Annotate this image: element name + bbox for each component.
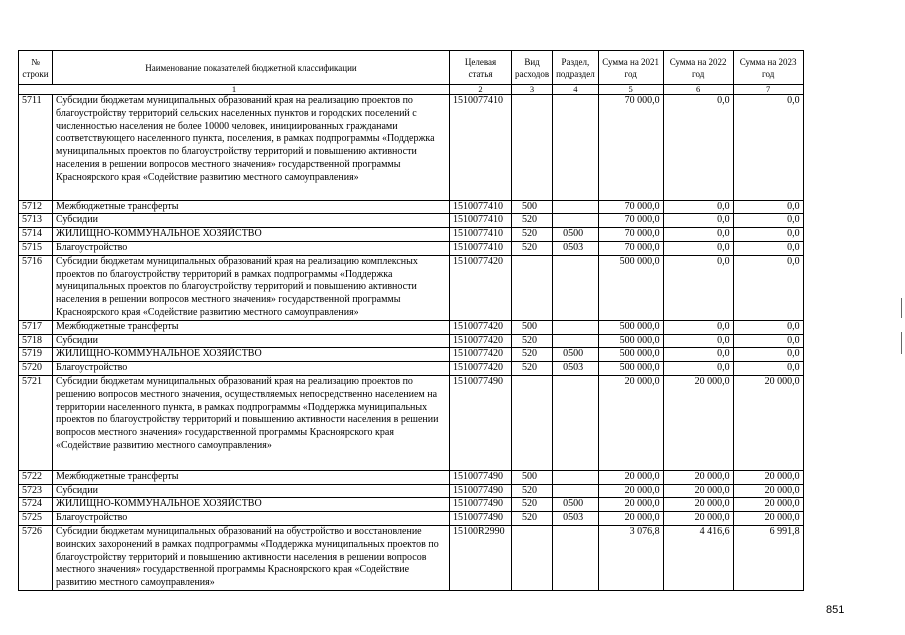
row-expense-type: 520 <box>512 484 553 498</box>
row-target-article: 1510077490 <box>450 512 512 526</box>
row-name: Субсидии <box>53 214 450 228</box>
row-target-article: 1510077410 <box>450 241 512 255</box>
row-name: Субсидии бюджетам муниципальных образований края на реализацию проектов по благоустройству территорий сельских населенных пунктов и городских поселений с численностью населения не более 10000 человек, инициированных гражданами соответствующего населенного пункта, поселения, в рамках подпрограммы «Поддержка муниципальных проектов по благоустройству территорий и повышению активности населения в решении вопросов местного значения» государственной программы Красноярского края «Содействие развитию местного самоуправления» <box>53 95 450 201</box>
row-sum-2021: 3 076,8 <box>598 525 663 590</box>
row-expense-type <box>512 375 553 470</box>
row-section <box>553 255 599 320</box>
row-name: ЖИЛИЩНО-КОММУНАЛЬНОЕ ХОЗЯЙСТВО <box>53 348 450 362</box>
row-sum-2021: 20 000,0 <box>598 470 663 484</box>
row-sum-2021: 500 000,0 <box>598 334 663 348</box>
row-sum-2023: 20 000,0 <box>733 498 803 512</box>
row-sum-2022: 0,0 <box>663 320 733 334</box>
row-name: Благоустройство <box>53 362 450 376</box>
table-row <box>19 334 804 348</box>
row-sum-2023: 0,0 <box>733 320 803 334</box>
row-number: 5713 <box>19 214 53 228</box>
column-number: 7 <box>733 85 803 95</box>
table-row <box>19 241 804 255</box>
table-row <box>19 512 804 526</box>
header-sum-2022: Сумма на 2022 год <box>663 51 733 85</box>
row-name: Межбюджетные трансферты <box>53 470 450 484</box>
row-expense-type: 520 <box>512 362 553 376</box>
row-sum-2021: 20 000,0 <box>598 498 663 512</box>
row-number: 5720 <box>19 362 53 376</box>
row-sum-2023: 0,0 <box>733 362 803 376</box>
row-sum-2022: 0,0 <box>663 255 733 320</box>
row-number: 5726 <box>19 525 53 590</box>
header-name: Наименование показателей бюджетной классификации <box>53 51 450 85</box>
row-expense-type: 500 <box>512 470 553 484</box>
row-sum-2022: 0,0 <box>663 200 733 214</box>
row-sum-2021: 20 000,0 <box>598 512 663 526</box>
row-sum-2021: 20 000,0 <box>598 484 663 498</box>
row-sum-2022: 0,0 <box>663 228 733 242</box>
row-target-article: 15100R2990 <box>450 525 512 590</box>
row-section <box>553 95 599 201</box>
row-sum-2023: 0,0 <box>733 200 803 214</box>
row-name: Межбюджетные трансферты <box>53 320 450 334</box>
column-numbers-row <box>19 85 804 95</box>
table-header-row <box>19 51 804 85</box>
row-section <box>553 200 599 214</box>
row-target-article: 1510077420 <box>450 334 512 348</box>
row-name: ЖИЛИЩНО-КОММУНАЛЬНОЕ ХОЗЯЙСТВО <box>53 498 450 512</box>
row-expense-type <box>512 255 553 320</box>
row-sum-2021: 500 000,0 <box>598 362 663 376</box>
row-expense-type <box>512 525 553 590</box>
row-sum-2022: 0,0 <box>663 214 733 228</box>
row-name: Субсидии <box>53 334 450 348</box>
budget-table <box>18 50 804 591</box>
row-sum-2023: 0,0 <box>733 334 803 348</box>
scan-edge-mark <box>901 332 902 354</box>
row-name: Субсидии <box>53 484 450 498</box>
row-name: ЖИЛИЩНО-КОММУНАЛЬНОЕ ХОЗЯЙСТВО <box>53 228 450 242</box>
table-row <box>19 255 804 320</box>
row-sum-2021: 70 000,0 <box>598 241 663 255</box>
row-section: 0503 <box>553 241 599 255</box>
row-sum-2023: 0,0 <box>733 255 803 320</box>
row-sum-2021: 500 000,0 <box>598 320 663 334</box>
row-sum-2023: 20 000,0 <box>733 470 803 484</box>
column-number: 3 <box>512 85 553 95</box>
table-row <box>19 484 804 498</box>
row-sum-2021: 500 000,0 <box>598 348 663 362</box>
table-row <box>19 95 804 201</box>
row-sum-2023: 20 000,0 <box>733 375 803 470</box>
row-name: Субсидии бюджетам муниципальных образований края на реализацию комплексных проектов по благоустройству территорий в рамках подпрограммы «Поддержка муниципальных проектов по благоустройству территорий и повышению активности населения в решении вопросов местного значения» государственной программы Красноярского края «Содействие развитию местного самоуправления» <box>53 255 450 320</box>
table-row <box>19 470 804 484</box>
row-number: 5718 <box>19 334 53 348</box>
row-section: 0503 <box>553 512 599 526</box>
row-target-article: 1510077490 <box>450 470 512 484</box>
column-number: 5 <box>598 85 663 95</box>
row-section <box>553 470 599 484</box>
row-expense-type: 520 <box>512 498 553 512</box>
row-number: 5722 <box>19 470 53 484</box>
row-name: Благоустройство <box>53 512 450 526</box>
row-target-article: 1510077490 <box>450 498 512 512</box>
row-target-article: 1510077410 <box>450 214 512 228</box>
row-sum-2022: 20 000,0 <box>663 375 733 470</box>
row-sum-2023: 0,0 <box>733 228 803 242</box>
row-section: 0500 <box>553 228 599 242</box>
row-sum-2022: 20 000,0 <box>663 470 733 484</box>
row-name: Субсидии бюджетам муниципальных образований края на реализацию проектов по решению вопросов местного значения, осуществляемых непосредственно населением на территории населенного пункта, в рамках подпрограммы «Поддержка муниципальных проектов по благоустройству территорий и повышению активности населения в решении вопросов местного значения» государственной программы Красноярского края «Содействие развитию местного самоуправления» <box>53 375 450 470</box>
column-number: 2 <box>450 85 512 95</box>
row-number: 5725 <box>19 512 53 526</box>
row-expense-type: 500 <box>512 200 553 214</box>
row-number: 5711 <box>19 95 53 201</box>
column-number: 4 <box>553 85 599 95</box>
row-expense-type: 500 <box>512 320 553 334</box>
row-expense-type <box>512 95 553 201</box>
row-section <box>553 214 599 228</box>
row-sum-2022: 20 000,0 <box>663 498 733 512</box>
row-target-article: 1510077420 <box>450 348 512 362</box>
row-target-article: 1510077420 <box>450 255 512 320</box>
column-number: 1 <box>19 85 450 95</box>
row-expense-type: 520 <box>512 214 553 228</box>
row-sum-2022: 20 000,0 <box>663 484 733 498</box>
row-sum-2022: 0,0 <box>663 95 733 201</box>
row-sum-2022: 4 416,6 <box>663 525 733 590</box>
page-number: 851 <box>826 604 845 616</box>
table-row <box>19 375 804 470</box>
row-section <box>553 525 599 590</box>
row-number: 5719 <box>19 348 53 362</box>
row-sum-2021: 70 000,0 <box>598 214 663 228</box>
row-section <box>553 484 599 498</box>
row-sum-2021: 20 000,0 <box>598 375 663 470</box>
row-name: Субсидии бюджетам муниципальных образований на обустройство и восстановление воинских захоронений в рамках подпрограммы «Поддержка муниципальных проектов по благоустройству территорий и повышению активности населения в решении вопросов местного значения» государственной программы Красноярского края «Содействие развитию местного самоуправления» <box>53 525 450 590</box>
row-section: 0500 <box>553 348 599 362</box>
table-row <box>19 214 804 228</box>
row-target-article: 1510077410 <box>450 200 512 214</box>
row-number: 5712 <box>19 200 53 214</box>
row-expense-type: 520 <box>512 334 553 348</box>
header-sum-2023: Сумма на 2023 год <box>733 51 803 85</box>
row-sum-2022: 0,0 <box>663 362 733 376</box>
row-number: 5717 <box>19 320 53 334</box>
row-sum-2021: 70 000,0 <box>598 95 663 201</box>
row-sum-2021: 70 000,0 <box>598 228 663 242</box>
table-row <box>19 362 804 376</box>
table-row <box>19 525 804 590</box>
table-row <box>19 200 804 214</box>
row-name: Межбюджетные трансферты <box>53 200 450 214</box>
header-section: Раздел, подраздел <box>553 51 599 85</box>
row-sum-2021: 500 000,0 <box>598 255 663 320</box>
row-sum-2022: 20 000,0 <box>663 512 733 526</box>
row-sum-2023: 0,0 <box>733 95 803 201</box>
row-section: 0503 <box>553 362 599 376</box>
scan-edge-mark <box>901 298 902 318</box>
row-sum-2022: 0,0 <box>663 241 733 255</box>
row-section: 0500 <box>553 498 599 512</box>
row-sum-2023: 0,0 <box>733 214 803 228</box>
row-target-article: 1510077410 <box>450 95 512 201</box>
table-row <box>19 498 804 512</box>
table-row <box>19 348 804 362</box>
budget-table-sheet <box>18 50 804 591</box>
header-sum-2021: Сумма на 2021 год <box>598 51 663 85</box>
header-row-number: № строки <box>19 51 53 85</box>
row-sum-2023: 20 000,0 <box>733 484 803 498</box>
row-sum-2022: 0,0 <box>663 334 733 348</box>
column-number: 6 <box>663 85 733 95</box>
row-target-article: 1510077410 <box>450 228 512 242</box>
row-sum-2021: 70 000,0 <box>598 200 663 214</box>
row-number: 5723 <box>19 484 53 498</box>
row-number: 5716 <box>19 255 53 320</box>
row-expense-type: 520 <box>512 348 553 362</box>
row-expense-type: 520 <box>512 512 553 526</box>
row-sum-2022: 0,0 <box>663 348 733 362</box>
row-number: 5715 <box>19 241 53 255</box>
row-target-article: 1510077420 <box>450 320 512 334</box>
table-row <box>19 320 804 334</box>
row-section <box>553 334 599 348</box>
row-sum-2023: 20 000,0 <box>733 512 803 526</box>
row-section <box>553 320 599 334</box>
header-expense-type: Вид расходов <box>512 51 553 85</box>
row-sum-2023: 6 991,8 <box>733 525 803 590</box>
row-number: 5714 <box>19 228 53 242</box>
row-name: Благоустройство <box>53 241 450 255</box>
row-target-article: 1510077420 <box>450 362 512 376</box>
row-sum-2023: 0,0 <box>733 241 803 255</box>
table-row <box>19 228 804 242</box>
row-sum-2023: 0,0 <box>733 348 803 362</box>
row-expense-type: 520 <box>512 228 553 242</box>
row-target-article: 1510077490 <box>450 375 512 470</box>
row-number: 5724 <box>19 498 53 512</box>
row-section <box>553 375 599 470</box>
row-number: 5721 <box>19 375 53 470</box>
row-target-article: 1510077490 <box>450 484 512 498</box>
row-expense-type: 520 <box>512 241 553 255</box>
header-target-article: Целевая статья <box>450 51 512 85</box>
